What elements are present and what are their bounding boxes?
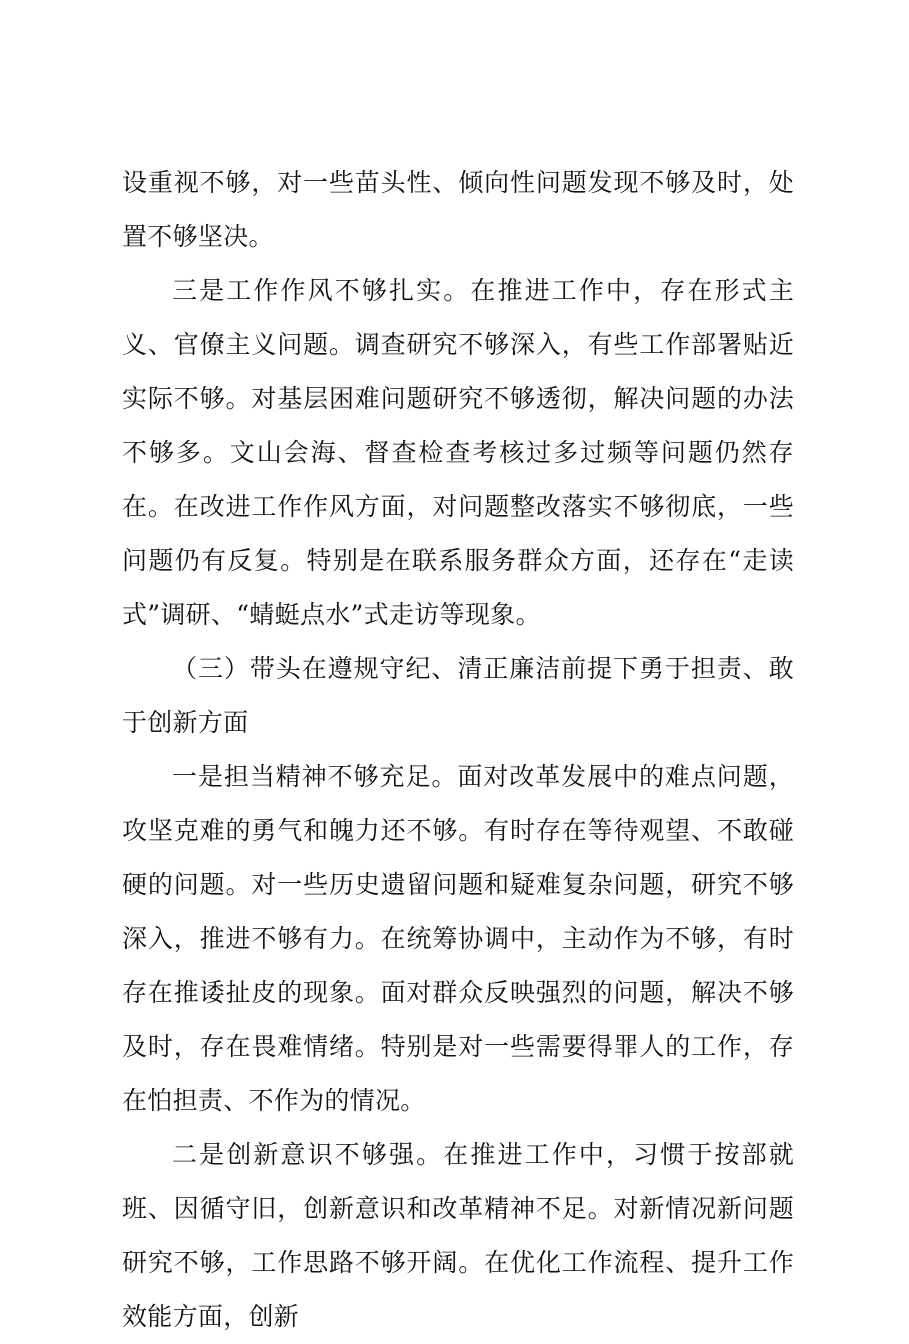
paragraph-responsibility: 一是担当精神不够充足。面对改革发展中的难点问题，攻坚克难的勇气和魄力还不够。有时存在等待观望、不敢碰硬的问题。对一些历史遗留问题和疑难复杂问题，研究不够深入，推进不够有力。在统筹协调中，主动作为不够，有时存在推诿扯皮的现象。面对群众反映强烈的问题，解决不够及时，存在畏难情绪。特别是对一些需要得罪人的工作，存在怕担责、不作为的情况。 [122, 762, 794, 1115]
paragraph-work-style: 三是工作作风不够扎实。在推进工作中，存在形式主义、官僚主义问题。调查研究不够深入，有些工作部署贴近实际不够。对基层困难问题研究不够透彻，解决问题的办法不够多。文山会海、督查检查考核过多过频等问题仍然存在。在改进工作作风方面，对问题整改落实不够彻底，一些问题仍有反复。特别是在联系服务群众方面，还存在“走读式”调研、“蜻蜓点水”式走访等现象。 [122, 276, 794, 629]
document-body [122, 156, 794, 1344]
paragraph-continuation: 设重视不够，对一些苗头性、倾向性问题发现不够及时，处置不够坚决。 [122, 168, 794, 251]
section-heading: （三）带头在遵规守纪、清正廉洁前提下勇于担责、敢于创新方面 [122, 654, 794, 737]
paragraph-innovation: 二是创新意识不够强。在推进工作中，习惯于按部就班、因循守旧，创新意识和改革精神不足。对新情况新问题研究不够，工作思路不够开阔。在优化工作流程、提升工作效能方面，创新 [122, 1140, 794, 1331]
